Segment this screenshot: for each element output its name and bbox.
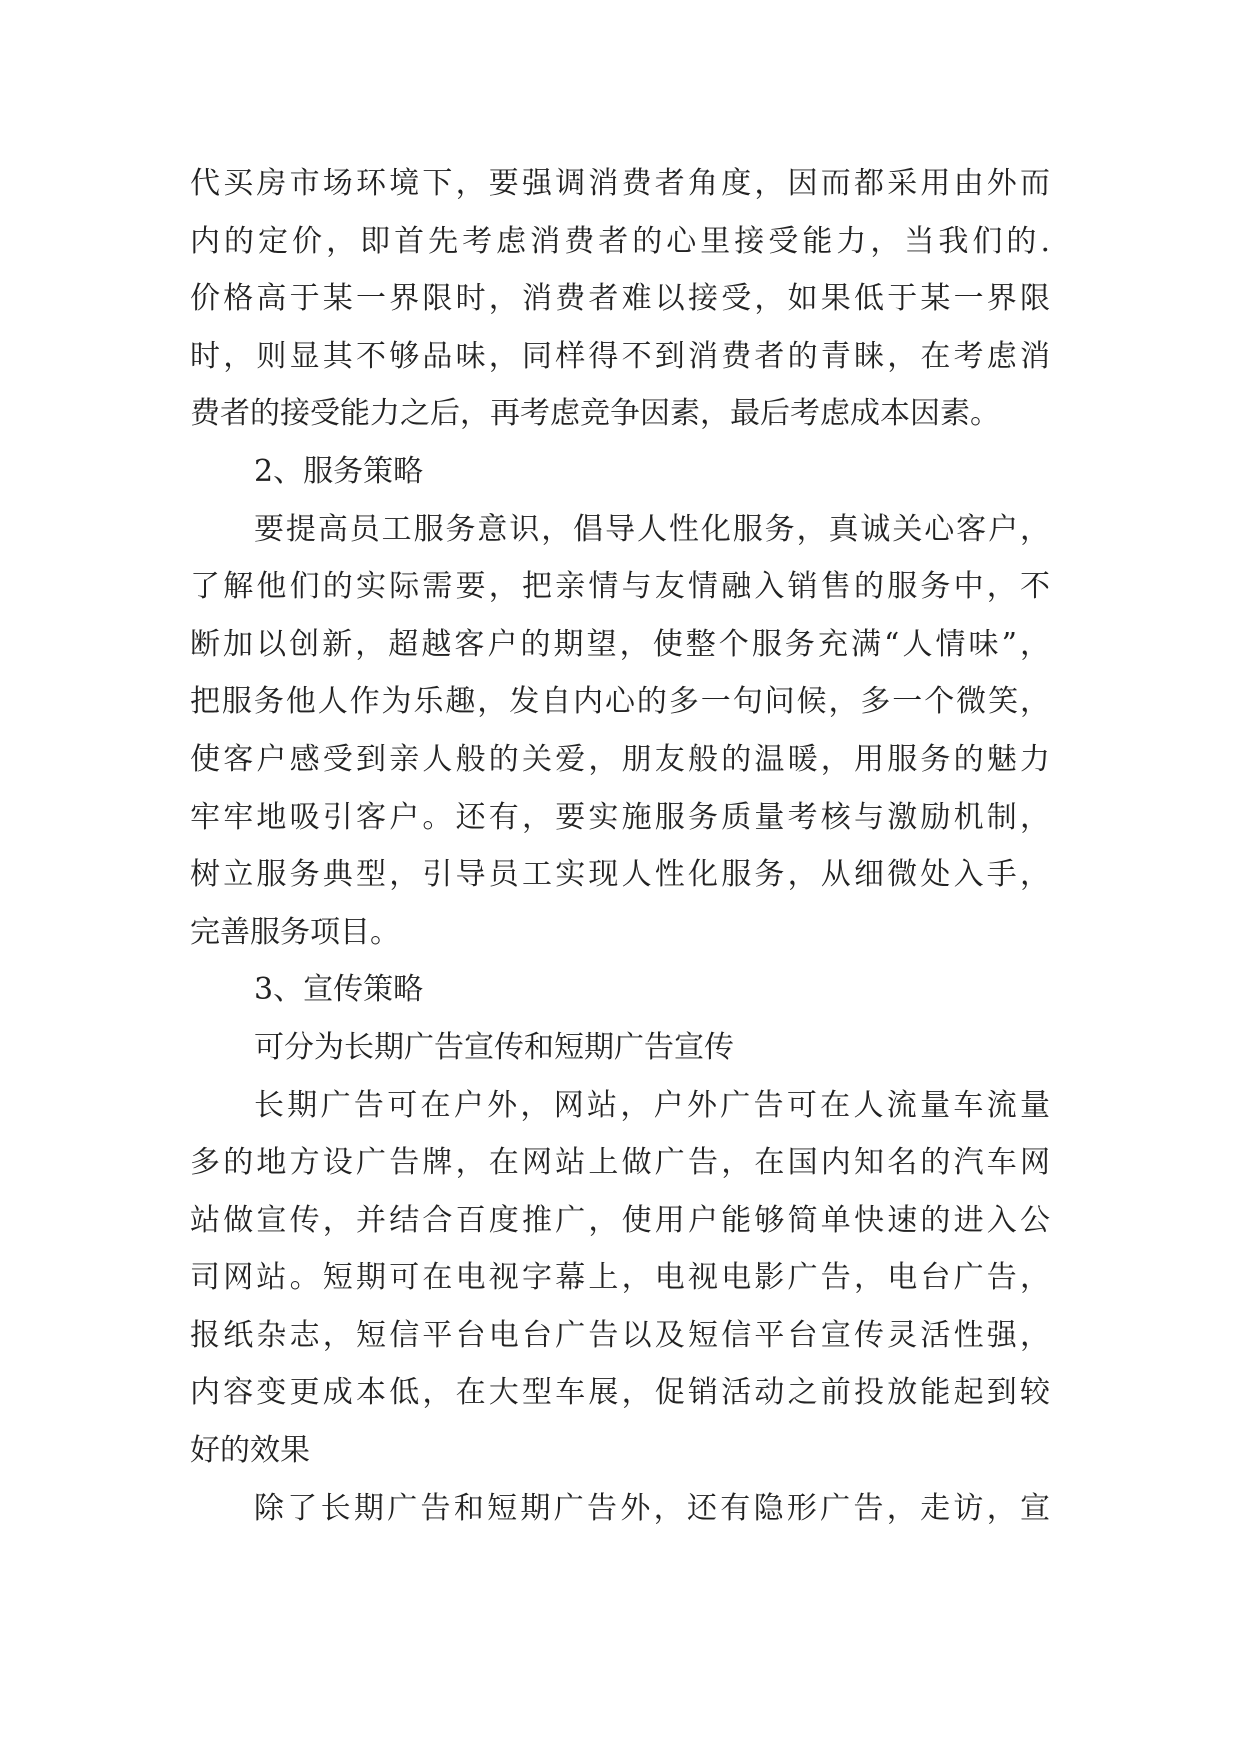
body-text-line: 多的地方设广告牌，在网站上做广告，在国内知名的汽车网: [190, 1145, 1050, 1181]
body-text-line: 司网站。短期可在电视字幕上，电视电影广告，电台广告，: [190, 1260, 1050, 1296]
body-text-line: 站做宣传，并结合百度推广，使用户能够简单快速的进入公: [190, 1202, 1050, 1238]
body-text-line: 把服务他人作为乐趣，发自内心的多一句问候，多一个微笑，: [190, 684, 1050, 720]
body-text-line: 代买房市场环境下，要强调消费者角度，因而都采用由外而: [190, 166, 1050, 201]
body-text-line: 好的效果: [190, 1433, 310, 1469]
body-text-line: 断加以创新，超越客户的期望，使整个服务充满“人情味”，: [190, 626, 1050, 662]
body-text-line: 内的定价，即首先考虑消费者的心里接受能力，当我们的.: [190, 223, 1050, 259]
body-text-line: 费者的接受能力之后，再考虑竞争因素，最后考虑成本因素。: [190, 396, 1000, 432]
body-text-line: 价格高于某一界限时，消费者难以接受，如果低于某一界限: [190, 281, 1050, 317]
body-text-line: 完善服务项目。: [190, 914, 400, 950]
body-text-line: 牢牢地吸引客户。还有，要实施服务质量考核与激励机制，: [190, 799, 1050, 835]
body-text-line: 了解他们的实际需要，把亲情与友情融入销售的服务中，不: [190, 569, 1050, 605]
body-text-line: 树立服务典型，引导员工实现人性化服务，从细微处入手，: [190, 857, 1050, 893]
body-text-line: 内容变更成本低，在大型车展，促销活动之前投放能起到较: [190, 1375, 1050, 1411]
body-text-line: 使客户感受到亲人般的关爱，朋友般的温暖，用服务的魅力: [190, 741, 1050, 777]
body-text-line: 报纸杂志，短信平台电台广告以及短信平台宣传灵活性强，: [190, 1317, 1050, 1353]
body-text-line: 长期广告可在户外，网站，户外广告可在人流量车流量: [254, 1087, 1050, 1123]
body-text-line: 时，则显其不够品味，同样得不到消费者的青睐，在考虑消: [190, 338, 1050, 374]
section-heading-promotion-strategy: 3、宣传策略: [254, 972, 424, 1008]
document-body: [190, 155, 1050, 1537]
section-heading-service-strategy: 2、服务策略: [254, 453, 424, 489]
body-text-line: 除了长期广告和短期广告外，还有隐形广告，走访，宣: [254, 1490, 1050, 1526]
body-text-line: 可分为长期广告宣传和短期广告宣传: [254, 1029, 734, 1065]
body-text-line: 要提高员工服务意识，倡导人性化服务，真诚关心客户，: [254, 511, 1050, 547]
